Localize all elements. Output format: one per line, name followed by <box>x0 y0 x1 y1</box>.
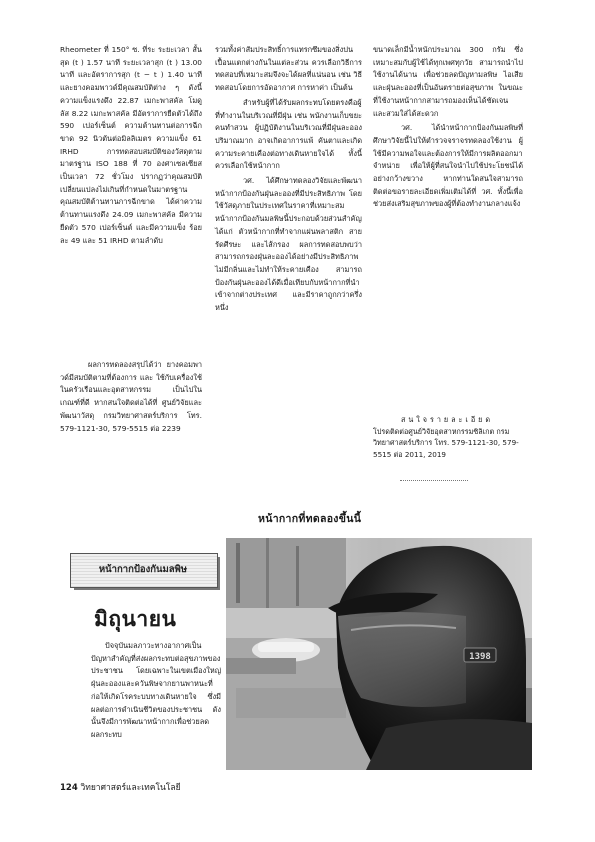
helmet-photo <box>226 538 532 770</box>
section-label-text: หน้ากากป้องกันมลพิษ <box>98 564 188 575</box>
column-1-bottom <box>60 359 202 435</box>
contact-body: โปรดติดต่อศูนย์วิจัยอุตสาหกรรมซิลิเกต กรมวิทยาศาสตร์บริการ โทร. 579-1121-30, 579-5515 ต่อ 2011, 2019 <box>373 426 519 459</box>
page-number: 124 <box>60 783 78 793</box>
section-label <box>60 553 220 595</box>
paragraph: ขนาดเล็กมีน้ำหนักประมาณ 300 กรัม ซึ่งเหมาะสมกับผู้ใช้ได้ทุกเพศทุกวัย สามารถนำไปใช้งานได้นาน เพื่อช่วยลดปัญหามลพิษ ไอเสีย และฝุ่นละอองที่เป็นอันตรายต่อสุขภาพ ในขณะที่ใช้งานหน้ากากสามารถมองเห็นได้ชัดเจน และสวมใส่ได้สะดวก <box>373 45 523 118</box>
paragraph: สำหรับผู้ที่ได้รับผลกระทบโดยตรงคือผู้ที่ทำงานในบริเวณที่มีฝุ่น เช่น พนักงานเก็บขยะ คนทำสวน ผู้ปฏิบัติงานในบริเวณที่มีฝุ่นละอองปริมาณมาก อาจเกิดอาการแพ้ คันตาและเกิดความระคายเคืองต่อทางเดินหายใจได้ ทั้งนี้ควรเลือกใช้หน้ากาก <box>215 97 362 171</box>
photo-caption: หน้ากากที่ทดลองขึ้นนี้ <box>258 513 362 525</box>
paragraph: วศ. ได้นำหน้ากากป้องกันมลพิษที่ศึกษาวิจัยนี้ไปให้ตำรวจจราจรทดลองใช้งาน ผู้ใช้มีความพอใจและต้องการให้มีการผลิตออกมาจำหน่าย เพื่อให้ผู้ที่สนใจนำไปใช้ประโยชน์ได้อย่างกว้างขวาง หากท่านใดสนใจสามารถติดต่อขอรายละเอียดเพิ่มเติมได้ที่ วศ. ทั้งนี้เพื่อช่วยส่งเสริมสุขภาพของผู้ที่ต้องทำงานกลางแจ้ง <box>373 123 523 209</box>
paragraph: ผลการทดลองสรุปได้ว่า ยางคอมพาวด์มีสมบัติตามที่ต้องการ และ ใช้กับเครื่องใช้ในครัวเรือนและอุตสาหกรรม เป็นไปในเกณฑ์ที่ดี หากสนใจติดต่อได้ที่ ศูนย์วิจัยและพัฒนาวัสดุ กรมวิทยาศาสตร์บริการ โทร. 579-1121-30, 579-5515 ต่อ 2239 <box>60 360 202 433</box>
contact-info <box>373 414 523 460</box>
divider <box>400 480 468 481</box>
column-3 <box>373 44 523 211</box>
contact-heading: สนใจรายละเอียด <box>401 415 494 424</box>
paragraph: Rheometer ที่ 150° ซ. ที่ระ ระยะเวลา สั้นสุด (t ) 1.57 นาที ระยะเวลาสุก (t ) 13.00 นาที และอัตราการสุก (t − t ) 1.40 นาที และยางคอมพาวด์มีคุณสมบัติต่าง ๆ ดังนี้ ความแข็งแรงดึง 22.87 เมกะพาสคัล โมดูลัส 8.22 เมกะพาสคัล มีอัตราการยืดตัวได้ถึง 590 เปอร์เซ็นต์ ความต้านทานต่อการฉีกขาด 92 นิวตันต่อมิลลิเมตร ความแข็ง 61 IRHD การทดสอบสมบัติของวัสดุตามมาตรฐาน ISO 188 ที่ 70 องศาเซลเซียส เป็นเวลา 72 ชั่วโมง ปรากฏว่าคุณสมบัติเปลี่ยนแปลงไม่เกินที่กำหนดในมาตรฐาน คุณสมบัติต้านทานการฉีกขาด ได้ค่าความต้านทานแรงดึง 24.09 เมกะพาสคัล มีความยืดตัว 570 เปอร์เซ็นต์ และมีความแข็ง ร้อยละ 49 และ 51 IRHD ตามลำดับ <box>60 45 202 245</box>
page-footer <box>60 780 181 794</box>
publication-name: วิทยาศาสตร์และเทคโนโลยี <box>80 783 181 793</box>
paragraph: วศ. ได้ศึกษาทดลองวิจัยและพัฒนาหน้ากากป้องกันฝุ่นละอองที่มีประสิทธิภาพ โดยใช้วัสดุภายในประเทศในราคาที่เหมาะสม หน้ากากป้องกันมลพิษนี้ประกอบด้วยส่วนสำคัญ ได้แก่ ตัวหน้ากากที่ทำจากแผ่นพลาสติก สายรัดศีรษะ และไส้กรอง ผลการทดสอบพบว่าสามารถกรองฝุ่นละอองได้อย่างมีประสิทธิภาพ ไม่มีกลิ่นและไม่ทำให้ระคายเคือง สามารถป้องกันฝุ่นละอองได้ดีเมื่อเทียบกับหน้ากากที่นำเข้าจากต่างประเทศ และมีราคาถูกกว่าครึ่งหนึ่ง <box>215 176 362 313</box>
helmet-plate-text: 1398 <box>469 652 491 662</box>
column-1-top <box>60 44 202 247</box>
section-body <box>91 640 221 742</box>
paragraph: รวมทั้งค่าสัมประสิทธิ์การแทรกซึมของสิ่งปนเปื้อนแตกต่างกันในแต่ละส่วน ควรเลือกวิธีการทดสอบที่เหมาะสมจึงจะได้ผลที่แน่นอน เช่น วิธีทดสอบโดยการอัดอากาศ การหาค่า เป็นต้น <box>215 45 362 93</box>
section-title: มิถุนายน <box>94 607 177 631</box>
paragraph: ปัจจุบันมลภาวะทางอากาศเป็นปัญหาสำคัญที่ส่งผลกระทบต่อสุขภาพของประชาชน โดยเฉพาะในเขตเมืองใหญ่ ฝุ่นละอองและควันพิษจากยานพาหนะที่ก่อให้เกิดโรคระบบทางเดินหายใจ ซึ่งมีผลต่อการดำเนินชีวิตของประชาชน ดังนั้นจึงมีการพัฒนาหน้ากากเพื่อช่วยลดผลกระทบ <box>91 641 221 739</box>
column-2 <box>215 44 362 315</box>
